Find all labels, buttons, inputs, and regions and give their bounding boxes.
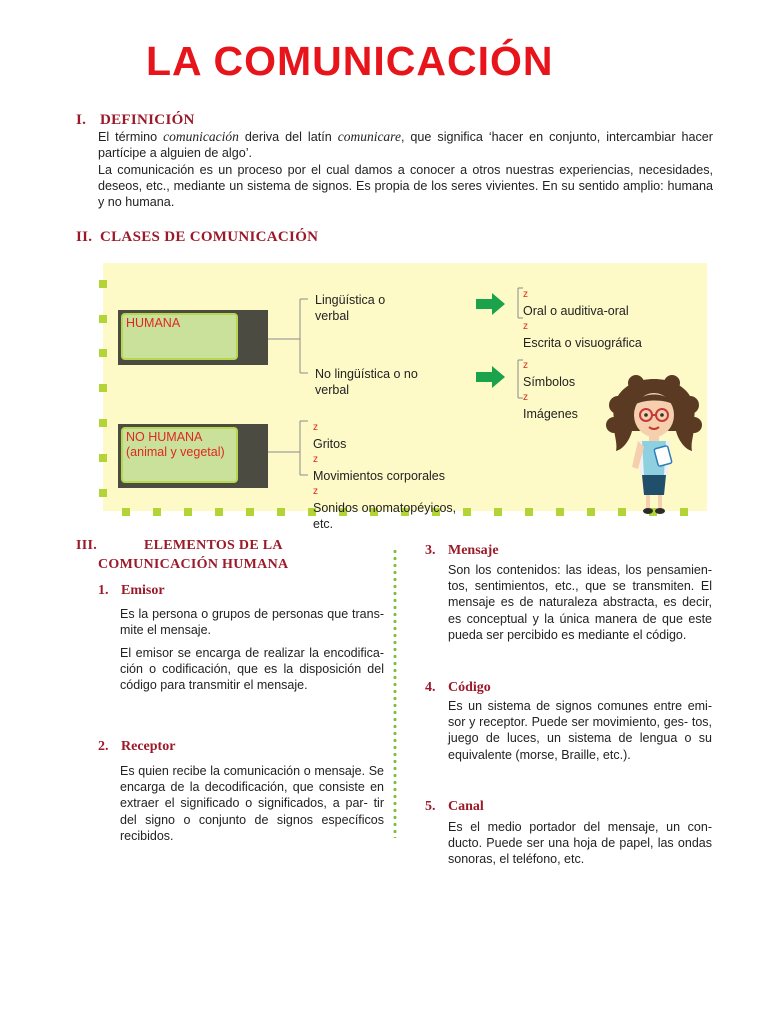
section-title: CLASES DE COMUNICACIÓN — [100, 229, 319, 245]
element-heading-canal — [425, 799, 484, 815]
element-heading-emisor — [98, 583, 165, 599]
no-humana-label — [126, 430, 225, 460]
section-number: III. — [76, 538, 98, 553]
label-line: No lingüística o no — [315, 367, 418, 381]
bullet-glyph: z — [523, 392, 528, 403]
verbal-list — [523, 287, 642, 351]
section-heading-clases — [76, 229, 318, 246]
no-linguistica-label — [315, 366, 418, 398]
item-text: Escrita o visuográfica — [523, 336, 642, 350]
element-title: Receptor — [121, 739, 176, 754]
bullet-glyph: z — [313, 422, 318, 433]
element-heading-codigo — [425, 680, 491, 696]
emisor-paragraph-1: Es la persona o grupos de personas que trans- mite el mensaje. — [120, 607, 384, 638]
section-number: II. — [76, 229, 93, 245]
humana-inner — [121, 313, 238, 360]
noverbal-list — [523, 358, 578, 422]
definition-paragraph-2: La comunicación es un proceso por el cual damos a conocer a otros nuestras experiencias, necesidades, deseos, etc., mediante un sistema de signos. Es propia de los seres vivientes. En su sentido amplio: humana y no humana. — [98, 163, 713, 210]
label-line: Lingüística o — [315, 293, 386, 307]
list-item-tail: etc. — [313, 517, 334, 531]
element-heading-receptor — [98, 739, 175, 755]
list-item — [523, 287, 642, 319]
label-line: verbal — [315, 383, 350, 397]
element-number: 1. — [98, 583, 109, 598]
list-item — [313, 484, 456, 516]
item-text: Oral o auditiva-oral — [523, 304, 629, 318]
element-number: 3. — [425, 543, 436, 558]
item-text: Sonidos onomatopéyicos, — [313, 501, 457, 515]
element-title: Mensaje — [448, 543, 499, 558]
item-text: Símbolos — [523, 375, 576, 389]
element-heading-mensaje — [425, 543, 499, 559]
no-humana-list — [313, 420, 456, 532]
text-run: , que significa ‘hacer en conjunto, intercambiar hacer partícipe a alguien de algo’. — [98, 130, 713, 161]
linguistica-label — [315, 292, 385, 324]
list-item — [313, 420, 456, 452]
section-title-line2: COMUNICACIÓN HUMANA — [98, 557, 289, 572]
item-text: Movimientos corporales — [313, 469, 445, 483]
arrow-right-icon — [476, 293, 506, 315]
element-title: Código — [448, 680, 491, 695]
bullet-glyph: z — [523, 289, 528, 300]
no-humana-inner — [121, 427, 238, 483]
text-run: El término — [98, 130, 164, 144]
teacher-illustration — [606, 375, 702, 515]
bullet-glyph: z — [313, 454, 318, 465]
element-title: Emisor — [121, 583, 165, 598]
section-number: I. — [76, 112, 87, 128]
mensaje-paragraph-1: Son los contenidos: las ideas, los pensamien- tos, sentimientos, etc., que se transmiten. El mensaje es de naturaleza abstracta, es decir, es conceptual y la única manera de que este pueda ser percibido es mediante el código. — [448, 563, 712, 642]
canal-paragraph-1: Es el medio portador del mensaje, un con- ducto. Puede ser una hoja de papel, las ondas sonoras, el teléfono, etc. — [448, 820, 712, 867]
arrow-right-icon — [476, 366, 506, 388]
term-comunicacion: comunicación — [163, 129, 239, 144]
item-text: Gritos — [313, 437, 347, 451]
label-line: verbal — [315, 309, 350, 323]
element-number: 2. — [98, 739, 109, 754]
element-number: 5. — [425, 799, 436, 814]
list-item — [523, 319, 642, 351]
definition-paragraph-1 — [98, 129, 713, 161]
item-text: Imágenes — [523, 407, 578, 421]
section-heading-elementos — [76, 536, 288, 574]
text-run: deriva del latín — [238, 130, 338, 144]
bullet-glyph: z — [523, 360, 528, 371]
label-text: (animal y vegetal) — [126, 445, 225, 459]
element-title: Canal — [448, 799, 484, 814]
element-number: 4. — [425, 680, 436, 695]
codigo-paragraph-1: Es un sistema de signos comunes entre emi- sor y receptor. Puede ser movimiento, ges- tos, juego de luces, un sistema de lengua o su equivalente (morse, Braille, etc.). — [448, 699, 712, 762]
list-item — [523, 358, 578, 390]
humana-label — [126, 316, 180, 331]
humana-box — [118, 310, 268, 365]
no-humana-box — [118, 424, 268, 488]
term-comunicare: comunicare — [337, 129, 401, 144]
label-text: NO HUMANA — [126, 430, 203, 444]
label-text: HUMANA — [126, 316, 181, 330]
bullet-glyph: z — [313, 486, 318, 497]
list-item — [523, 390, 578, 422]
page-title: LA COMUNICACIÓN — [146, 38, 554, 84]
emisor-paragraph-2: El emisor se encarga de realizar la encodifica- ción o codificación, que es la disposición del código para transmitir el mensaje. — [120, 646, 384, 693]
section-title: DEFINICIÓN — [100, 112, 195, 128]
section-title-line1: ELEMENTOS DE LA — [144, 538, 283, 553]
bullet-glyph: z — [523, 321, 528, 332]
section-heading-definicion — [76, 112, 195, 129]
list-item — [313, 452, 456, 484]
receptor-paragraph-1: Es quien recibe la comunicación o mensaje. Se encarga de la decodificación, que consiste en extraer el significado o significados, a par- tir del signo o conjunto de signos específicos recibidos. — [120, 764, 384, 843]
column-divider — [393, 548, 397, 838]
